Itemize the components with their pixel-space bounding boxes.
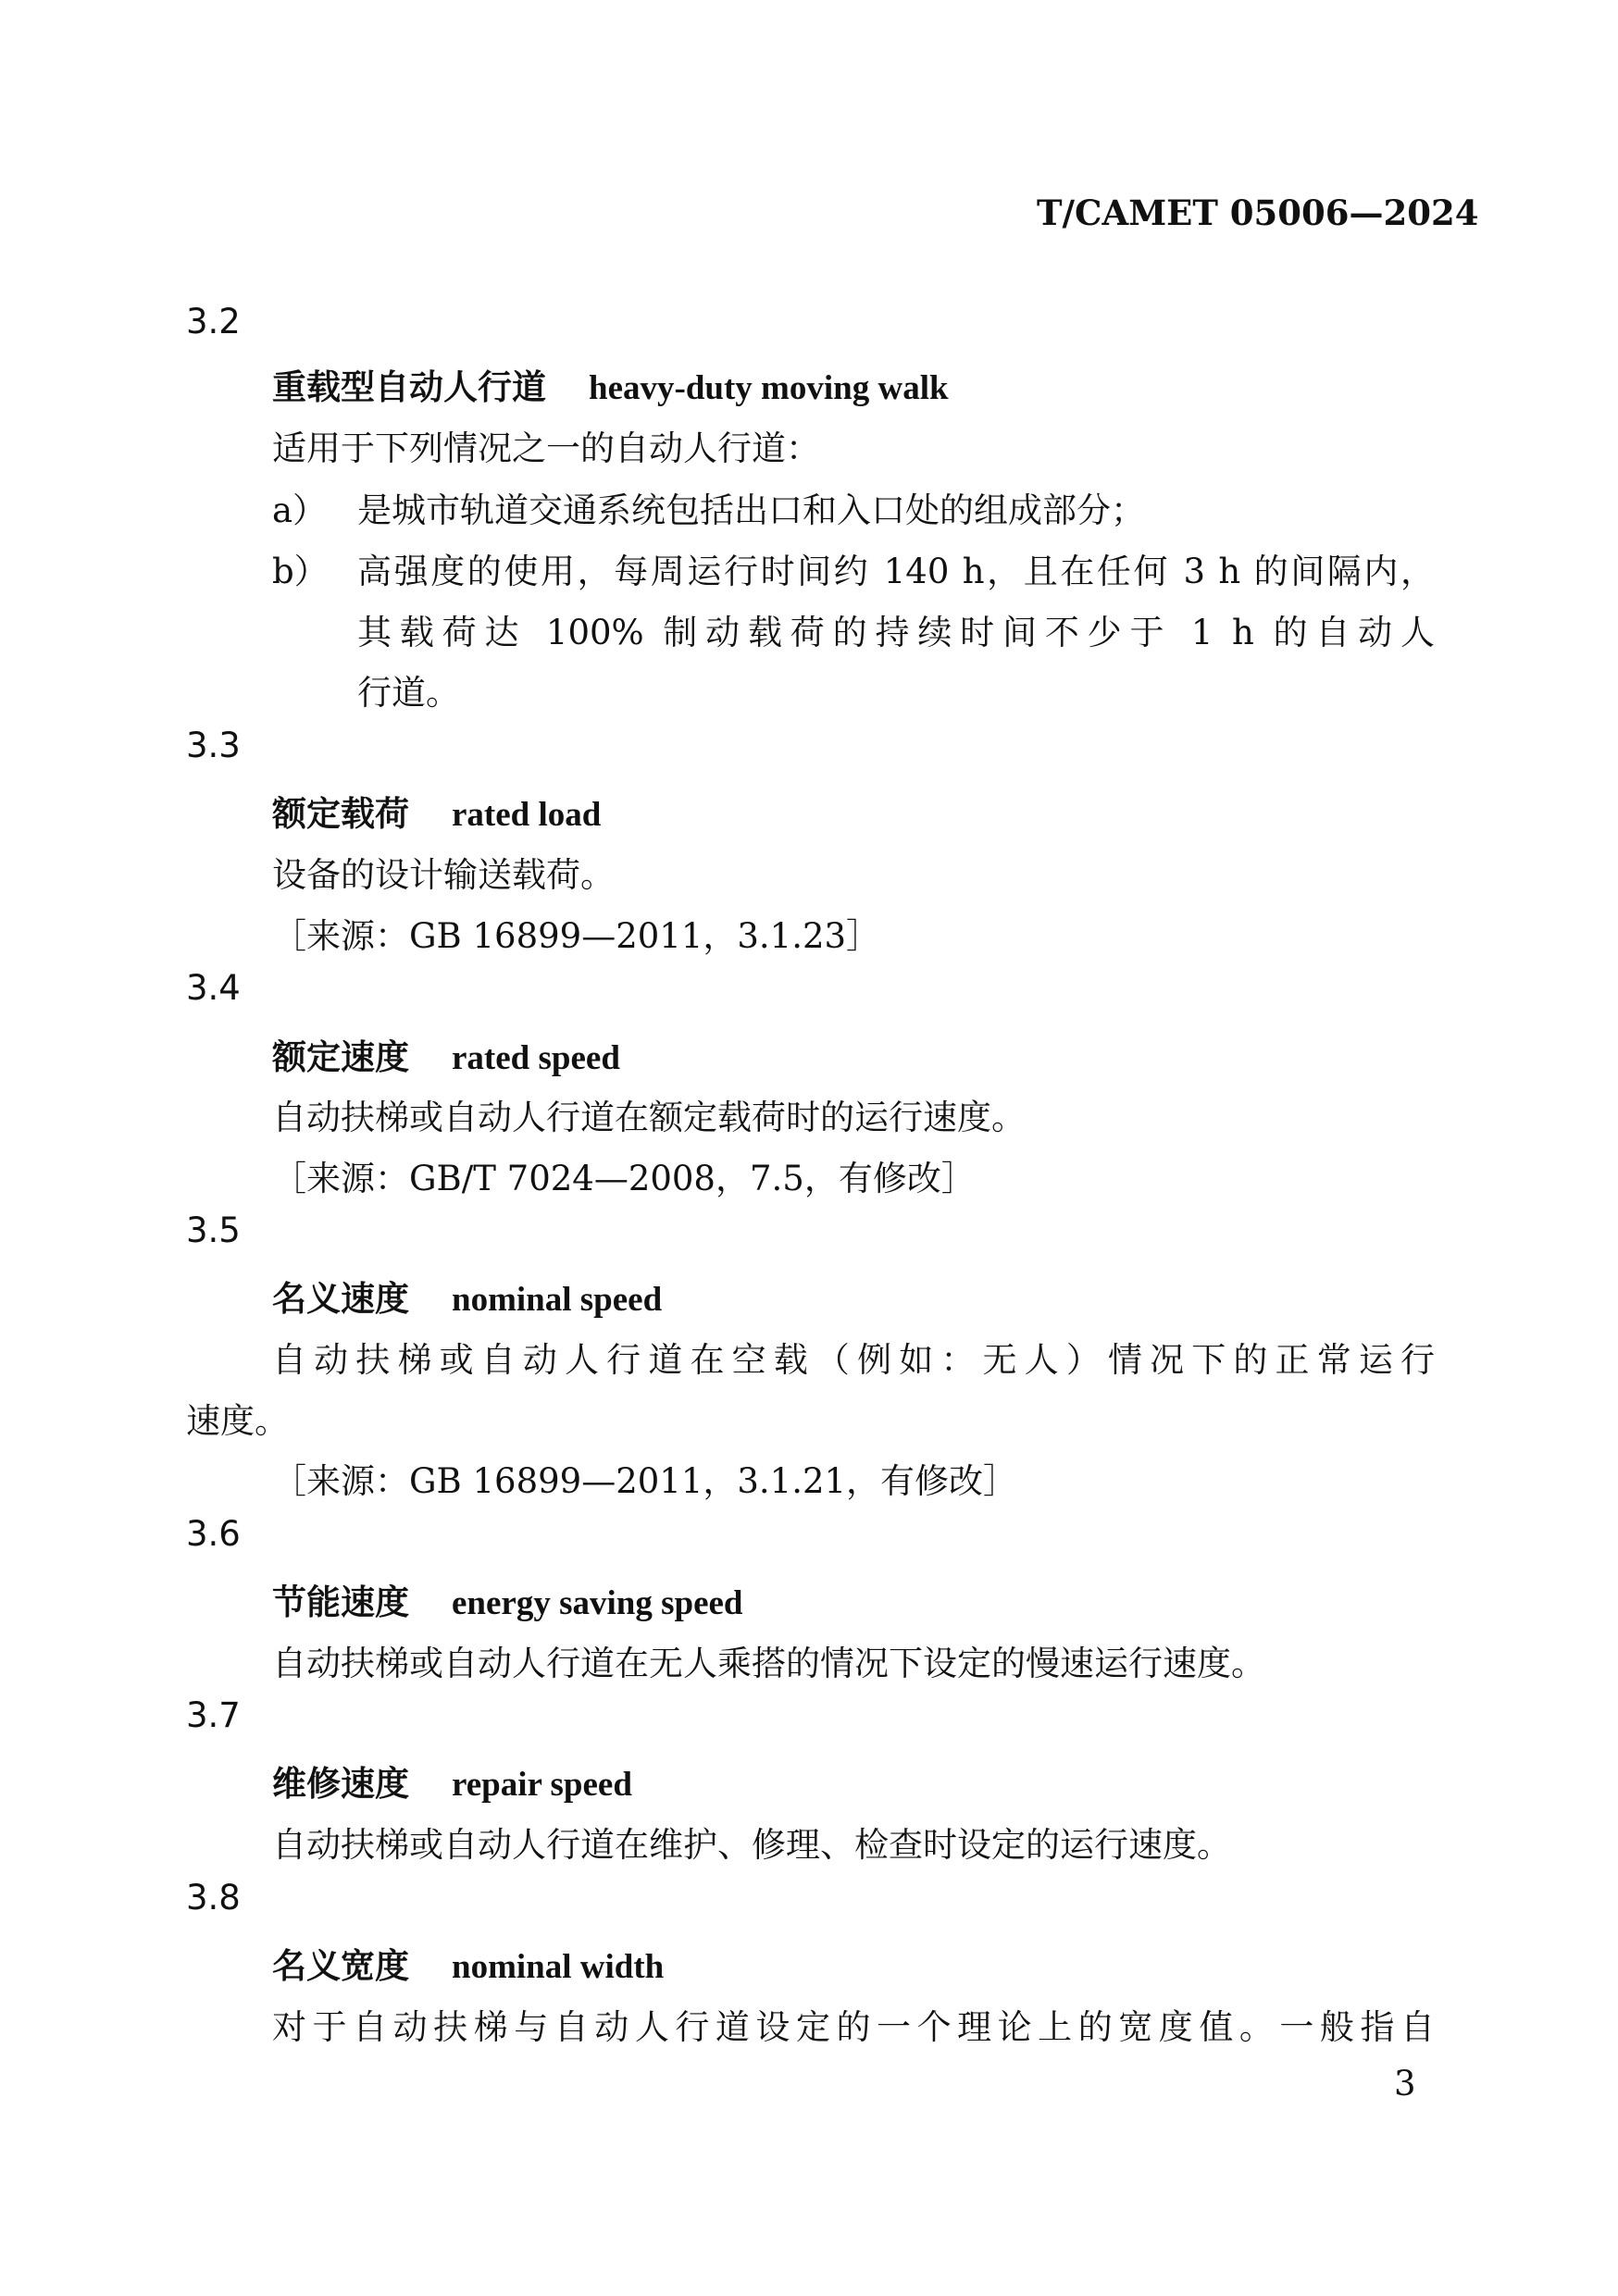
term-definition: 对于自动扶梯与自动人行道设定的一个理论上的宽度值。一般指自 [272,2007,1435,2047]
section-number: 3.2 [186,302,241,341]
term-zh: 名义速度 [272,1279,409,1319]
term-zh: 额定速度 [272,1037,409,1077]
term-heading [272,1756,632,1806]
document-id-header: T/CAMET 05006—2024 [1037,192,1479,233]
list-item-text: 高强度的使用，每周运行时间约 140 h，且在任何 3 h 的间隔内， [357,552,1435,591]
list-item-label: b） [272,552,329,591]
section-number: 3.6 [186,1514,241,1554]
term-en: rated speed [452,1039,620,1077]
term-zh: 维修速度 [272,1764,409,1804]
section-number: 3.4 [186,968,241,1008]
section-number: 3.3 [186,726,241,765]
term-zh: 额定载荷 [272,794,409,834]
list-item-text: 是城市轨道交通系统包括出口和入口处的组成部分； [357,490,1145,530]
term-definition: 自动扶梯或自动人行道在维护、修理、检查时设定的运行速度。 [272,1825,1231,1865]
list-item-text: 行道。 [357,673,460,713]
term-zh: 名义宽度 [272,1946,409,1986]
source-reference: ［来源：GB/T 7024—2008，7.5，有修改］ [272,1159,976,1198]
section-number: 3.5 [186,1210,241,1250]
term-heading [272,1938,664,1988]
term-en: nominal width [452,1948,665,1986]
term-definition: 自动扶梯或自动人行道在无人乘搭的情况下设定的慢速运行速度。 [272,1644,1265,1683]
term-definition-continued: 速度。 [186,1401,289,1441]
section-number: 3.8 [186,1878,241,1917]
page-number: 3 [1394,2064,1416,2104]
term-definition: 自动扶梯或自动人行道在额定载荷时的运行速度。 [272,1098,1026,1137]
source-reference: ［来源：GB 16899—2011，3.1.23］ [272,916,881,956]
term-intro: 适用于下列情况之一的自动人行道： [272,428,820,468]
source-reference: ［来源：GB 16899—2011，3.1.21，有修改］ [272,1461,1018,1501]
term-heading [272,1029,620,1079]
term-en: energy saving speed [452,1584,743,1622]
term-definition: 设备的设计输送载荷。 [272,855,615,895]
section-number: 3.7 [186,1695,241,1735]
term-heading [272,1271,662,1321]
term-en: nominal speed [452,1281,663,1319]
list-item-text: 其载荷达 100% 制动载荷的持续时间不少于 1 h 的自动人 [357,613,1435,652]
term-en: heavy-duty moving walk [589,369,949,407]
term-en: repair speed [452,1766,632,1804]
term-en: rated load [452,796,602,834]
term-heading [272,359,949,409]
list-item-label: a） [272,490,328,530]
term-zh: 重载型自动人行道 [272,367,546,407]
term-heading [272,1574,743,1624]
term-definition: 自动扶梯或自动人行道在空载（例如：无人）情况下的正常运行 [272,1340,1435,1380]
term-heading [272,786,601,836]
term-zh: 节能速度 [272,1582,409,1622]
